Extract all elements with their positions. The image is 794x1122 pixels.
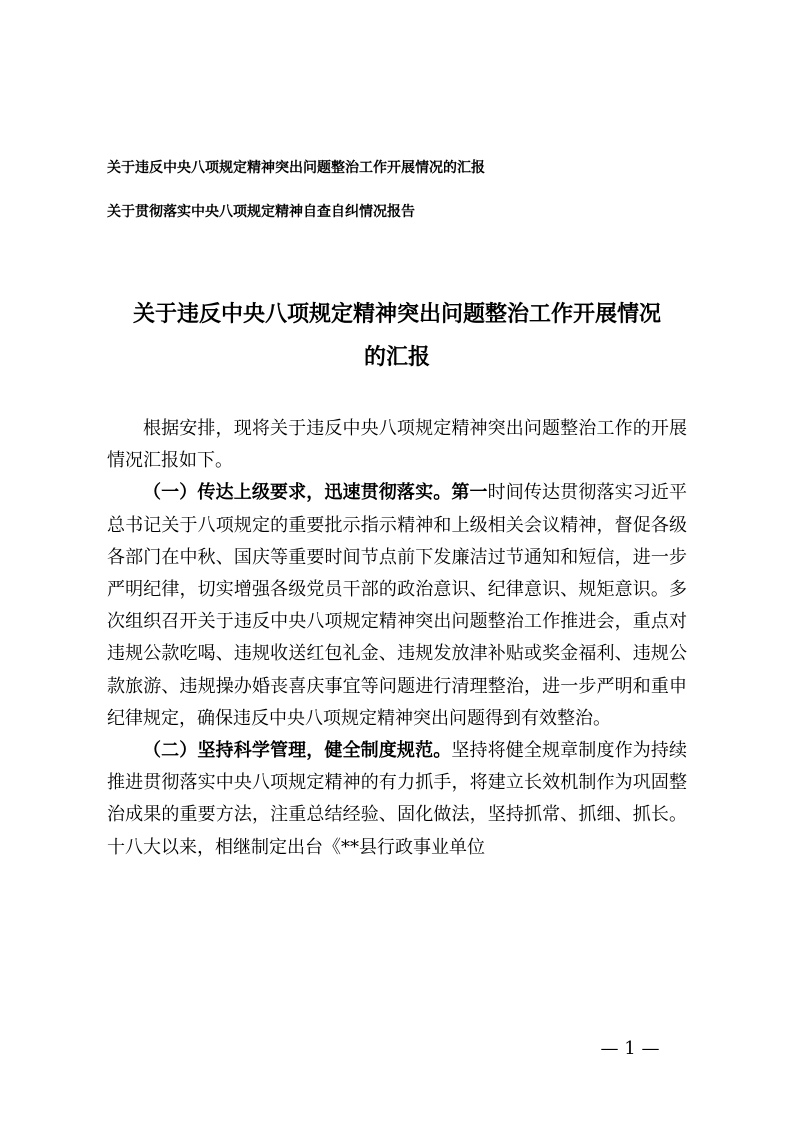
section-1-lead-word: 第一 [451, 482, 488, 504]
document-body [107, 413, 687, 864]
title-line-2: 的汇报 [363, 345, 430, 370]
section-1-paragraph [107, 477, 687, 735]
section-2-heading: （二）坚持科学管理，健全制度规范。 [143, 740, 452, 762]
section-1-heading: （一）传达上级要求，迅速贯彻落实。 [143, 482, 452, 504]
intro-paragraph: 根据安排，现将关于违反中央八项规定精神突出问题整治工作的开展情况汇报如下。 [107, 418, 687, 472]
document-title [100, 293, 694, 379]
section-1-text: 时间传达贯彻落实习近平总书记关于八项规定的重要批示指示精神和上级相关会议精神，督促各级各部门在中秋、国庆等重要时间节点前下发廉洁过节通知和短信，进一步严明纪律，切实增强各级党员干部的政治意识、纪律意识、规矩意识。多次组织召开关于违反中央八项规定精神突出问题整治工作推进会，重点对违规公款吃喝、违规收送红包礼金、违规发放津补贴或奖金福利、违规公款旅游、违规操办婚丧喜庆事宜等问题进行清理整治，进一步严明和重申纪律规定，确保违反中央八项规定精神突出问题得到有效整治。 [107, 482, 688, 729]
toc-item-1: 关于违反中央八项规定精神突出问题整治工作开展情况的汇报 [107, 160, 485, 176]
section-2-text: 坚持将健全规章制度作为持续推进贯彻落实中央八项规定精神的有力抓手，将建立长效机制作为巩固整治成果的重要方法，注重总结经验、固化做法，坚持抓常、抓细、抓长。十八大以来，相继制定出台《**县行政事业单位 [107, 740, 687, 858]
section-2-paragraph [107, 735, 687, 864]
title-line-1: 关于违反中央八项规定精神突出问题整治工作开展情况 [132, 302, 661, 327]
page-number: — 1 — [600, 1038, 660, 1059]
toc-item-2: 关于贯彻落实中央八项规定精神自查自纠情况报告 [107, 204, 415, 220]
